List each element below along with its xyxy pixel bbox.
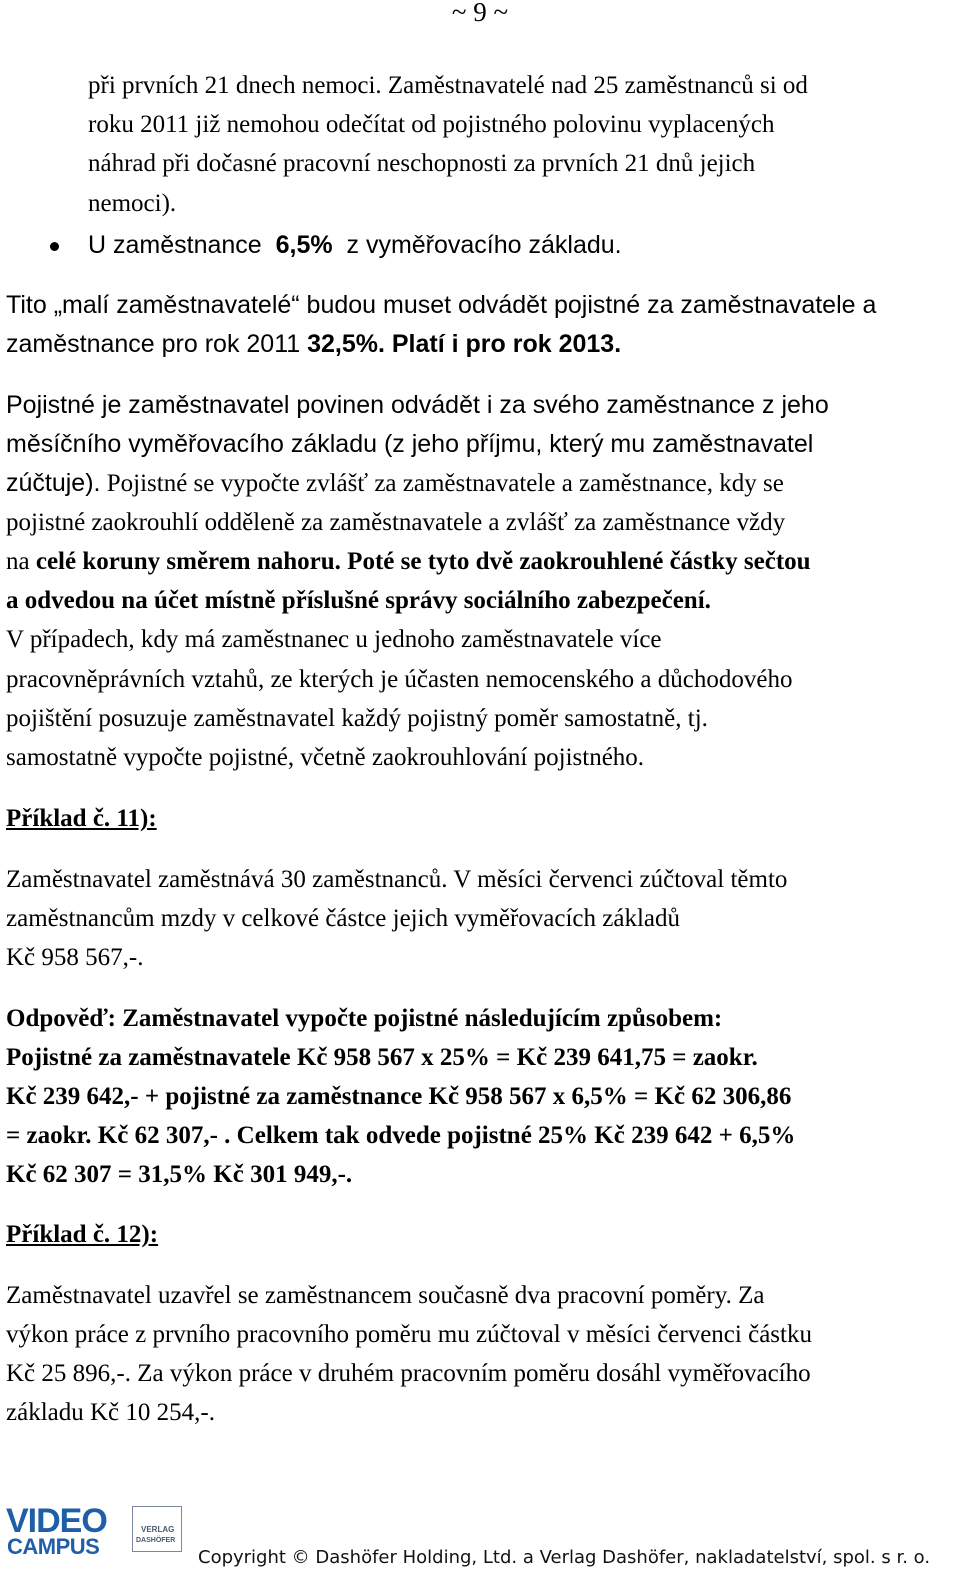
multiple-line: pracovněprávních vztahů, ze kterých je účasten nemocenského a důchodového <box>6 666 793 693</box>
example-12-title: Příklad č. 12): <box>6 1221 159 1248</box>
small-employers-bold: 32,5%. Platí i pro rok 2013. <box>307 330 622 358</box>
bullet-dot-icon <box>50 242 59 251</box>
payment-line: Pojistné je zaměstnavatel povinen odvádět i za svého zaměstnance z jeho <box>6 391 829 419</box>
example-12-line: výkon práce z prvního pracovního poměru mu zúčtoval v měsíci červenci částku <box>6 1321 812 1348</box>
example-11-answer-line: = zaokr. Kč 62 307,- . Celkem tak odvede pojistné 25% Kč 239 642 + 6,5% <box>6 1122 796 1149</box>
page-number: ~ 9 ~ <box>451 0 509 27</box>
intro-line: roku 2011 již nemohou odečítat od pojistného polovinu vyplacených <box>88 111 775 138</box>
payment-bold: celé koruny směrem nahoru. Poté se tyto dvě zaokrouhlené částky sečtou <box>35 548 811 575</box>
videocampus-logo <box>6 1502 122 1559</box>
example-11-answer-line: Pojistné za zaměstnavatele Kč 958 567 x 25% = Kč 239 641,75 = zaokr. <box>6 1044 758 1071</box>
bullet-prefix: U zaměstnance <box>88 231 262 259</box>
bullet-rate: 6,5% <box>275 231 333 259</box>
small-employers-line <box>6 325 954 364</box>
example-11-answer-line: Kč 62 307 = 31,5% Kč 301 949,-. <box>6 1161 353 1188</box>
example-12-line: základu Kč 10 254,-. <box>6 1399 215 1426</box>
verlag-dashofer-logo <box>132 1506 182 1552</box>
small-employers-text: zaměstnance pro rok 2011 <box>6 330 308 358</box>
example-11-line: Zaměstnavatel zaměstnává 30 zaměstnanců. V měsíci červenci zúčtoval těmto <box>6 866 788 893</box>
payment-line: měsíčního vyměřovacího základu (z jeho příjmu, který mu zaměstnavatel <box>6 430 814 458</box>
intro-line: při prvních 21 dnech nemoci. Zaměstnavatelé nad 25 zaměstnanců si od <box>88 72 808 99</box>
payment-text: na <box>6 548 36 575</box>
logo-campus-text: CAMPUS <box>7 1534 100 1559</box>
payment-text: zúčtuje). <box>6 469 101 497</box>
bullet-text <box>88 226 622 265</box>
intro-line: náhrad při dočasné pracovní neschopnosti za prvních 21 dnů jejich <box>88 150 756 177</box>
payment-line: a odvedou na účet místně příslušné správy sociálního zabezpečení. <box>6 587 711 614</box>
multiple-line: pojištění posuzuje zaměstnavatel každý pojistný poměr samostatně, tj. <box>6 705 708 732</box>
payment-line <box>6 464 954 503</box>
small-employers-line: Tito „malí zaměstnavatelé“ budou muset odvádět pojistné za zaměstnavatele a <box>6 291 877 319</box>
example-11-title: Příklad č. 11): <box>6 805 157 832</box>
payment-line: pojistné zaokrouhlí odděleně za zaměstnavatele a zvlášť za zaměstnance vždy <box>6 509 786 536</box>
example-11-line: Kč 958 567,-. <box>6 944 144 971</box>
logo-verlag-text: VERLAG <box>141 1525 175 1534</box>
copyright-notice: Copyright © Dashöfer Holding, Ltd. a Verlag Dashöfer, nakladatelství, spol. s r. o. <box>198 1547 931 1568</box>
page-footer <box>0 1495 960 1570</box>
example-12-line: Kč 25 896,-. Za výkon práce v druhém pracovním poměru dosáhl vyměřovacího <box>6 1360 811 1387</box>
logo-dashofer-text: DASHÖFER <box>136 1537 176 1544</box>
intro-line: nemoci). <box>88 190 177 217</box>
payment-text: Pojistné se vypočte zvlášť za zaměstnavatele a zaměstnance, kdy se <box>100 470 784 497</box>
example-11-answer-line: Odpověď: Zaměstnavatel vypočte pojistné následujícím způsobem: <box>6 1005 723 1032</box>
logo-video-text: VIDEO <box>6 1502 107 1540</box>
example-11-answer-line: Kč 239 642,- + pojistné za zaměstnance Kč 958 567 x 6,5% = Kč 62 306,86 <box>6 1083 792 1110</box>
payment-line <box>6 542 954 581</box>
bullet-suffix: z vyměřovacího základu. <box>346 231 622 259</box>
example-11-line: zaměstnancům mzdy v celkové částce jejich vyměřovacích základů <box>6 905 680 932</box>
multiple-line: V případech, kdy má zaměstnanec u jednoho zaměstnavatele více <box>6 626 662 653</box>
multiple-line: samostatně vypočte pojistné, včetně zaokrouhlování pojistného. <box>6 744 645 771</box>
example-12-line: Zaměstnavatel uzavřel se zaměstnancem současně dva pracovní poměry. Za <box>6 1282 765 1309</box>
